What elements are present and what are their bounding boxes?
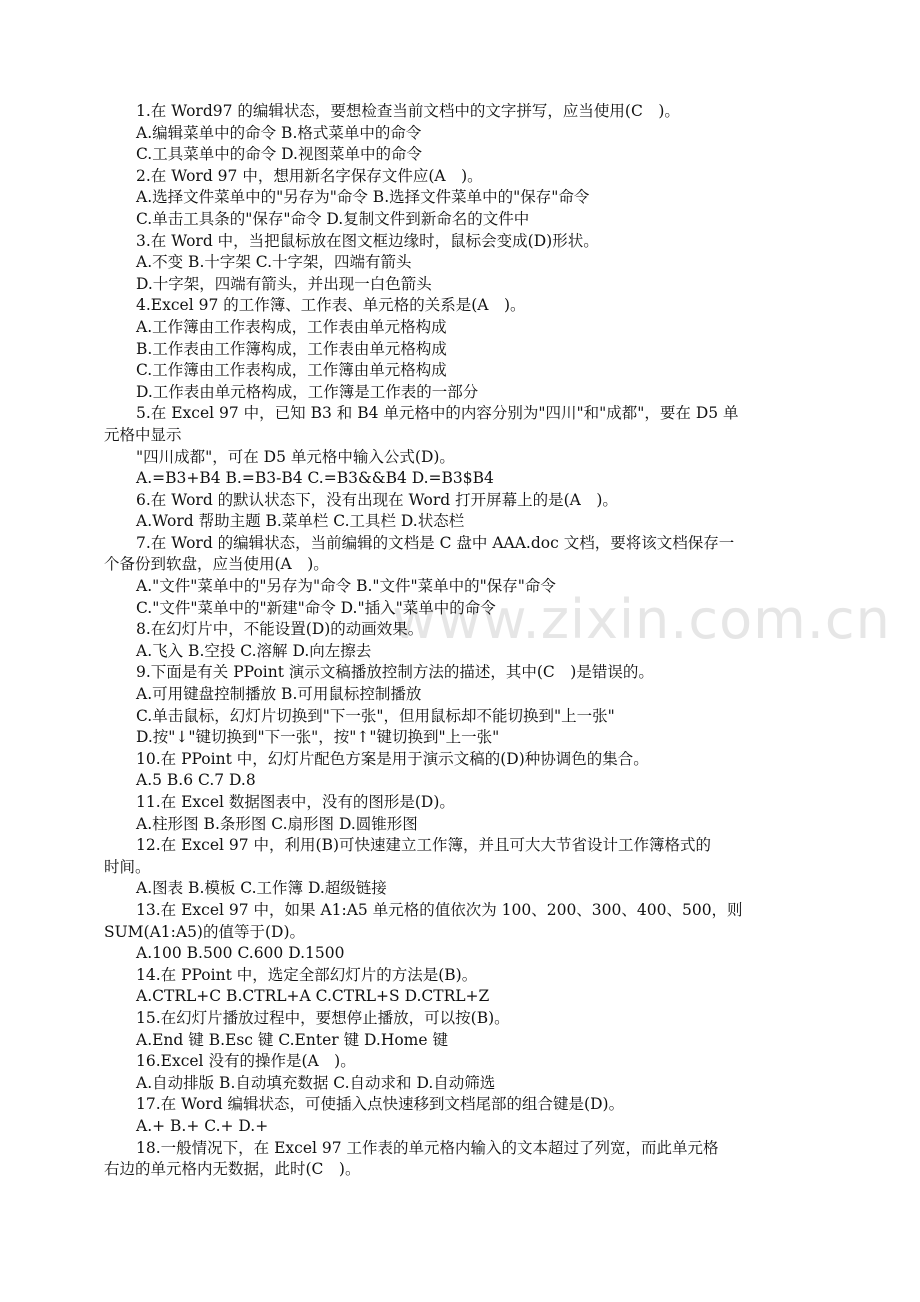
text-line: A.编辑菜单中的命令 B.格式菜单中的命令: [136, 123, 422, 142]
text-line: 7.在 Word 的编辑状态，当前编辑的文档是 C 盘中 AAA.doc 文档，要将该文档保存一: [136, 533, 735, 552]
text-line: 9.下面是有关 PPoint 演示文稿播放控制方法的描述，其中(C )是错误的。: [136, 663, 654, 682]
text-line: 14.在 PPoint 中，选定全部幻灯片的方法是(B)。: [136, 965, 478, 984]
text-line: A.100 B.500 C.600 D.1500: [136, 944, 345, 963]
text-line: 3.在 Word 中，当把鼠标放在图文框边缘时，鼠标会变成(D)形状。: [136, 231, 599, 250]
text-line: A.飞入 B.空投 C.溶解 D.向左擦去: [136, 641, 372, 660]
text-line: C.工作簿由工作表构成，工作簿由单元格构成: [136, 361, 447, 380]
question-text: [104, 101, 826, 1181]
text-line: D.按"↓"键切换到"下一张"，按"↑"键切换到"上一张": [136, 728, 500, 747]
text-line: A.柱形图 B.条形图 C.扇形图 D.圆锥形图: [136, 814, 418, 833]
text-line: A.=B3+B4 B.=B3-B4 C.=B3&&B4 D.=B3$B4: [136, 469, 494, 488]
text-line: 5.在 Excel 97 中，已知 B3 和 B4 单元格中的内容分别为"四川"和"成都"，要在 D5 单: [136, 404, 739, 423]
text-line: 18.一般情况下，在 Excel 97 工作表的单元格内输入的文本超过了列宽，而此单元格: [136, 1138, 719, 1157]
watermark-text: www.zixin.com.cn: [392, 588, 891, 651]
text-line: 个备份到软盘，应当使用(A )。: [104, 555, 329, 574]
text-line: D.十字架，四端有箭头，并出现一白色箭头: [136, 274, 432, 293]
text-line: A.图表 B.模板 C.工作簿 D.超级链接: [136, 879, 387, 898]
text-line: 17.在 Word 编辑状态，可使插入点快速移到文档尾部的组合键是(D)。: [136, 1095, 625, 1114]
text-line: 2.在 Word 97 中，想用新名字保存文件应(A )。: [136, 166, 483, 185]
text-line: A.工作簿由工作表构成，工作表由单元格构成: [136, 317, 447, 336]
text-line: 右边的单元格内无数据，此时(C )。: [104, 1160, 361, 1179]
text-line: 13.在 Excel 97 中，如果 A1:A5 单元格的值依次为 100、200、300、400、500，则: [136, 900, 743, 919]
text-line: 10.在 PPoint 中，幻灯片配色方案是用于演示文稿的(D)种协调色的集合。: [136, 749, 649, 768]
text-line: C.单击工具条的"保存"命令 D.复制文件到新命名的文件中: [136, 209, 530, 228]
text-line: A.End 键 B.Esc 键 C.Enter 键 D.Home 键: [136, 1030, 448, 1049]
text-line: A.+ B.+ C.+ D.+: [136, 1116, 269, 1135]
text-line: B.工作表由工作簿构成，工作表由单元格构成: [136, 339, 447, 358]
text-line: SUM(A1:A5)的值等于(D)。: [104, 922, 306, 941]
text-line: "四川成都"，可在 D5 单元格中输入公式(D)。: [136, 447, 455, 466]
text-line: 时间。: [104, 857, 151, 876]
text-line: 1.在 Word97 的编辑状态，要想检查当前文档中的文字拼写，应当使用(C )。: [136, 102, 680, 120]
text-line: D.工作表由单元格构成，工作簿是工作表的一部分: [136, 382, 479, 401]
text-line: A.不变 B.十字架 C.十字架，四端有箭头: [136, 253, 412, 272]
text-line: C.工具菜单中的命令 D.视图菜单中的命令: [136, 145, 422, 164]
text-line: 4.Excel 97 的工作簿、工作表、单元格的关系是(A )。: [136, 296, 526, 315]
text-line: A.可用键盘控制播放 B.可用鼠标控制播放: [136, 685, 422, 704]
text-line: A.5 B.6 C.7 D.8: [136, 771, 256, 790]
text-line: A.CTRL+C B.CTRL+A C.CTRL+S D.CTRL+Z: [136, 987, 490, 1006]
text-line: 8.在幻灯片中，不能设置(D)的动画效果。: [136, 620, 424, 639]
text-line: A.Word 帮助主题 B.菜单栏 C.工具栏 D.状态栏: [136, 512, 465, 531]
text-line: A."文件"菜单中的"另存为"命令 B."文件"菜单中的"保存"命令: [136, 577, 556, 596]
text-line: 11.在 Excel 数据图表中，没有的图形是(D)。: [136, 793, 455, 811]
text-line: 元格中显示: [104, 425, 182, 444]
text-line: 16.Excel 没有的操作是(A )。: [136, 1052, 356, 1071]
text-line: A.选择文件菜单中的"另存为"命令 B.选择文件菜单中的"保存"命令: [136, 188, 590, 207]
text-line: C.单击鼠标，幻灯片切换到"下一张"，但用鼠标却不能切换到"上一张": [136, 706, 615, 725]
text-line: 15.在幻灯片播放过程中，要想停止播放，可以按(B)。: [136, 1008, 510, 1027]
text-line: C."文件"菜单中的"新建"命令 D."插入"菜单中的命令: [136, 598, 496, 617]
text-line: 12.在 Excel 97 中，利用(B)可快速建立工作簿，并且可大大节省设计工作簿格式的: [136, 836, 712, 855]
text-line: A.自动排版 B.自动填充数据 C.自动求和 D.自动筛选: [136, 1073, 496, 1092]
text-line: 6.在 Word 的默认状态下，没有出现在 Word 打开屏幕上的是(A )。: [136, 490, 618, 509]
